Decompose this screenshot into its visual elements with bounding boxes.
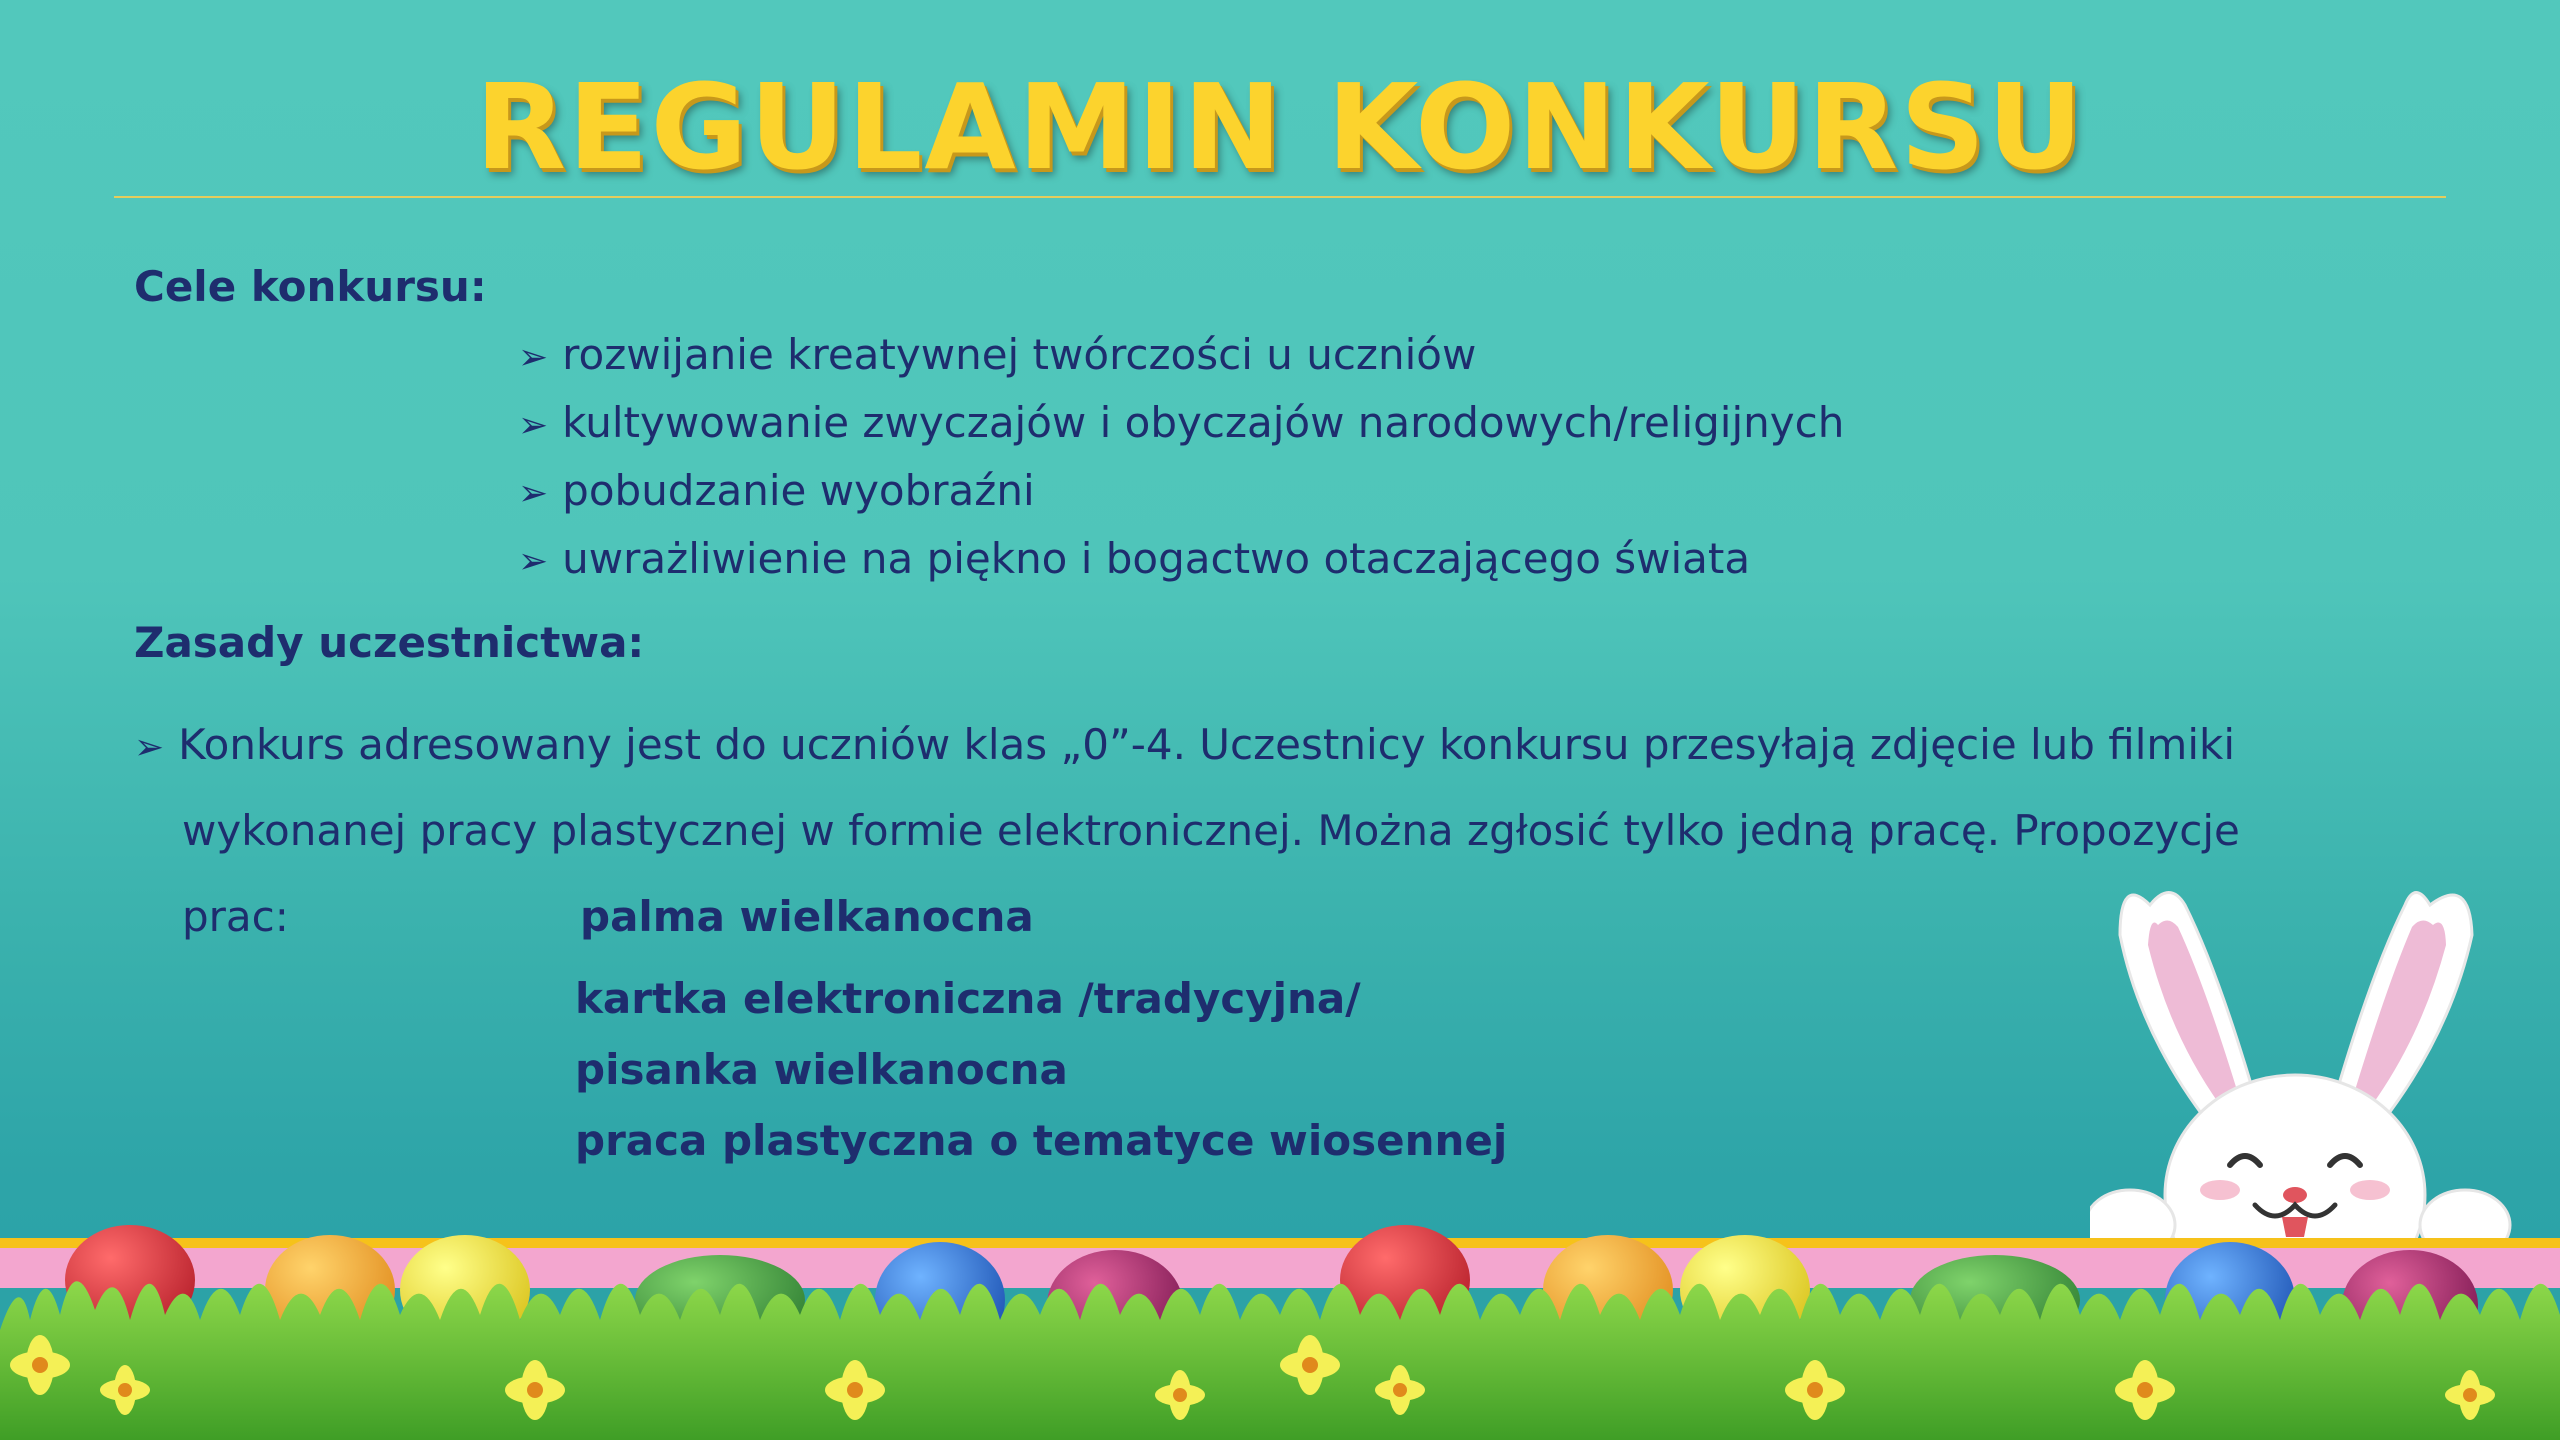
goal-item: ➢ kultywowanie zwyczajów i obyczajów narodowych/religijnych <box>518 398 1845 447</box>
arrow-bullet-icon: ➢ <box>134 727 165 768</box>
easter-grass-border <box>0 1150 2560 1440</box>
rules-paragraph-line: ➢ Konkurs adresowany jest do uczniów klas „0”-4. Uczestnicy konkursu przesyłają zdjęcie lub filmiki <box>134 720 2236 769</box>
goals-heading: Cele konkursu: <box>134 262 487 311</box>
proposals-label: prac: <box>182 892 289 941</box>
arrow-bullet-icon: ➢ <box>518 405 549 446</box>
rules-heading: Zasady uczestnictwa: <box>134 618 645 667</box>
proposal-item: praca plastyczna o tematyce wiosennej <box>575 1116 1508 1165</box>
goal-item: ➢ rozwijanie kreatywnej twórczości u uczniów <box>518 330 1477 379</box>
page-title: REGULAMIN KONKURSU <box>475 58 2085 196</box>
arrow-bullet-icon: ➢ <box>518 541 549 582</box>
rules-paragraph-line: wykonanej pracy plastycznej w formie elektronicznej. Można zgłosić tylko jedną pracę. Propozycje <box>182 806 2240 855</box>
arrow-bullet-icon: ➢ <box>518 337 549 378</box>
goal-item: ➢ uwrażliwienie na piękno i bogactwo otaczającego świata <box>518 534 1751 583</box>
goal-item: ➢ pobudzanie wyobraźni <box>518 466 1035 515</box>
proposal-item: palma wielkanocna <box>580 892 1034 941</box>
title-divider <box>114 196 2446 198</box>
proposal-item: kartka elektroniczna /tradycyjna/ <box>575 974 1361 1023</box>
proposal-item: pisanka wielkanocna <box>575 1045 1068 1094</box>
arrow-bullet-icon: ➢ <box>518 473 549 514</box>
